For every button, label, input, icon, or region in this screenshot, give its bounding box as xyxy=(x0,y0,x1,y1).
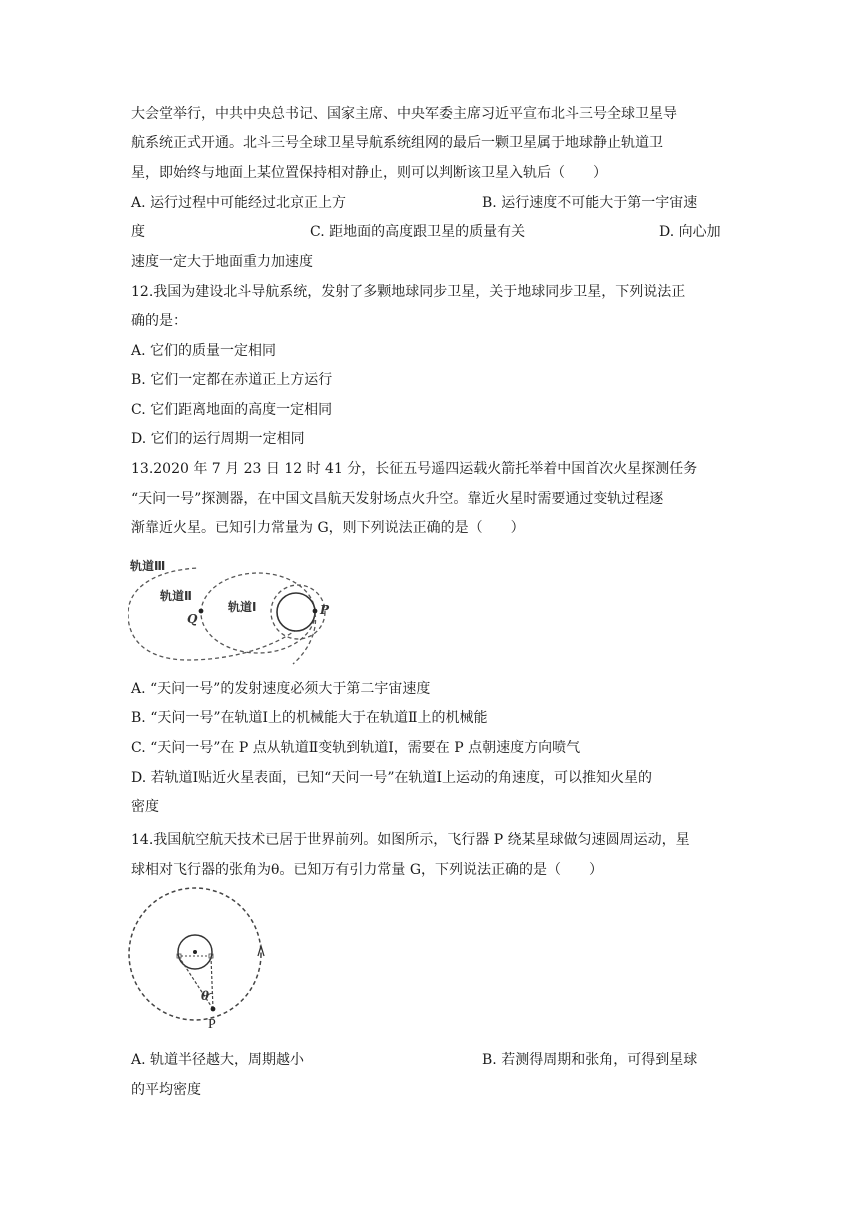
q13-option-b: B. “天问一号”在轨道Ⅰ上的机械能大于在轨道Ⅱ上的机械能 xyxy=(131,710,488,726)
q14-stem-line-2: 球相对飞行器的张角为θ。已知万有引力常量 G，下列说法正确的是（ ） xyxy=(131,862,604,878)
q12-option-c: C. 它们距离地面的高度一定相同 xyxy=(131,402,333,418)
orbit-1-label: 轨道Ⅰ xyxy=(228,600,257,614)
q14-orbit-figure xyxy=(125,884,270,1034)
q14-option-b-cont: 的平均密度 xyxy=(131,1082,201,1098)
point-p-label: P xyxy=(208,1017,216,1032)
q12-stem-line-1: 12.我国为建设北斗导航系统，发射了多颗地球同步卫星，关于地球同步卫星，下列说法正 xyxy=(131,284,686,300)
q11-option-b: B. 运行速度不可能大于第一宇宙速 xyxy=(482,195,698,211)
q13-option-a: A. “天问一号”的发射速度必须大于第二宇宙速度 xyxy=(131,681,431,697)
q11-line-2: 航系统正式开通。北斗三号全球卫星导航系统组网的最后一颗卫星属于地球静止轨道卫 xyxy=(131,135,663,151)
q12-stem-line-2: 确的是： xyxy=(131,313,187,329)
point-q-label: Q xyxy=(187,612,198,626)
orbit-2-label: 轨道Ⅱ xyxy=(160,589,192,603)
q11-option-a: A. 运行过程中可能经过北京正上方 xyxy=(131,195,347,211)
planet xyxy=(277,593,315,631)
q13-stem-line-3: 渐靠近火星。已知引力常量为 G，则下列说法正确的是（ ） xyxy=(131,520,525,536)
q13-option-c: C. “天问一号”在 P 点从轨道Ⅱ变轨到轨道Ⅰ，需要在 P 点朝速度方向喷气 xyxy=(131,740,581,756)
q11-line-3: 星，即始终与地面上某位置保持相对静止，则可以判断该卫星入轨后（ ） xyxy=(131,165,607,181)
q13-option-d: D. 若轨道Ⅰ贴近火星表面，已知“天问一号”在轨道Ⅰ上运动的角速度，可以推知火星的 xyxy=(131,770,652,786)
q14-option-a: A. 轨道半径越大，周期越小 xyxy=(131,1052,305,1068)
q11-option-c: C. 距地面的高度跟卫星的质量有关 xyxy=(310,224,526,240)
q12-option-d: D. 它们的运行周期一定相同 xyxy=(131,431,305,447)
q14-stem-line-1: 14.我国航空航天技术已居于世界前列。如图所示，飞行器 P 绕某星球做匀速圆周运动，星 xyxy=(131,832,690,848)
q13-stem-line-1: 13.2020 年 7 月 23 日 12 时 41 分，长征五号遥四运载火箭托举着中国首次火星探测任务 xyxy=(131,461,698,477)
q11-option-b-cont: 度 xyxy=(131,224,145,240)
point-p-label: P xyxy=(320,603,330,617)
q12-option-a: A. 它们的质量一定相同 xyxy=(131,343,277,359)
q13-orbit-figure xyxy=(128,556,338,668)
q11-line-1: 大会堂举行，中共中央总书记、国家主席、中央军委主席习近平宣布北斗三号全球卫星导 xyxy=(131,106,677,122)
q14-option-b: B. 若测得周期和张角，可得到星球 xyxy=(482,1052,698,1068)
q11-option-d-cont: 速度一定大于地面重力加速度 xyxy=(131,254,313,270)
q11-option-d: D. 向心加 xyxy=(659,224,721,240)
theta-label: θ xyxy=(201,989,210,1003)
point-p xyxy=(211,1007,216,1012)
q13-stem-line-2: “天问一号”探测器，在中国文昌航天发射场点火升空。靠近火星时需要通过变轨过程逐 xyxy=(131,491,664,507)
q13-option-d-cont: 密度 xyxy=(131,799,159,815)
orbit-3-label: 轨道Ⅲ xyxy=(130,559,166,573)
point-q xyxy=(199,609,204,614)
tangent-right xyxy=(211,957,213,1009)
planet-center xyxy=(193,950,197,954)
point-p xyxy=(313,609,318,614)
q12-option-b: B. 它们一定都在赤道正上方运行 xyxy=(131,372,333,388)
